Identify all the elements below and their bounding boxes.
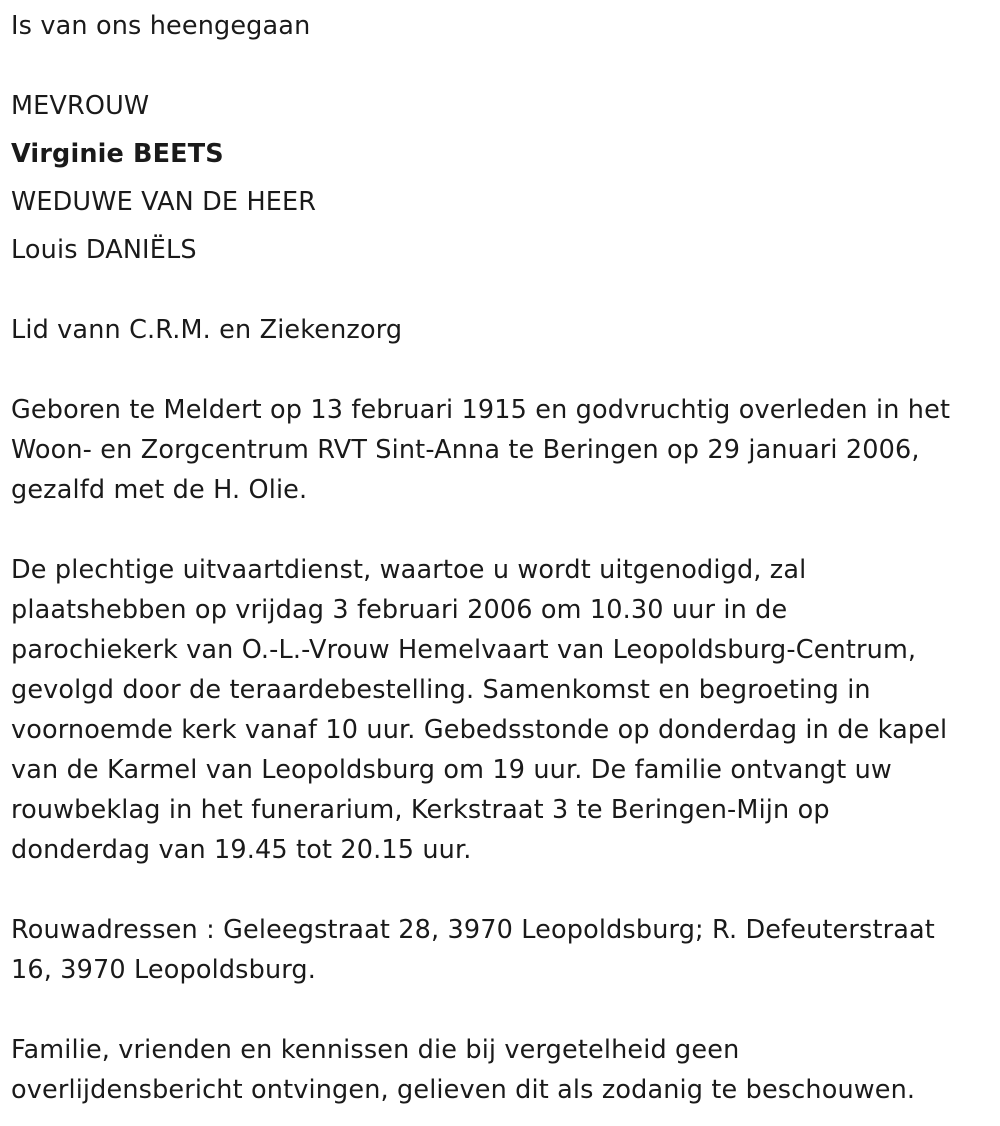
widow-of-text: WEDUWE VAN DE HEER — [11, 187, 317, 217]
paragraph-line: Geboren te Meldert op 13 februari 1915 en godvruchtig overleden in het — [11, 395, 951, 425]
paragraph-line: gevolgd door de teraardebestelling. Samenkomst en begroeting in — [11, 675, 871, 705]
membership-text: Lid vann C.R.M. en Ziekenzorg — [11, 315, 403, 345]
paragraph-line: voornoemde kerk vanaf 10 uur. Gebedsstonde op donderdag in de kapel — [11, 715, 948, 745]
addresses-paragraph — [11, 910, 986, 990]
paragraph-line: overlijdensbericht ontvingen, gelieven dit als zodanig te beschouwen. — [11, 1075, 916, 1105]
spacer — [11, 350, 986, 390]
paragraph-line: Rouwadressen : Geleegstraat 28, 3970 Leopoldsburg; R. Defeuterstraat — [11, 915, 935, 945]
paragraph-line: Familie, vrienden en kennissen die bij vergetelheid geen — [11, 1035, 740, 1065]
spacer — [11, 270, 986, 310]
obituary-notice — [11, 6, 986, 1110]
deceased-name: Virginie BEETS — [11, 139, 224, 169]
birth-death-paragraph — [11, 390, 986, 510]
paragraph-line: rouwbeklag in het funerarium, Kerkstraat 3 te Beringen-Mijn op — [11, 795, 830, 825]
paragraph-line: plaatshebben op vrijdag 3 februari 2006 om 10.30 uur in de — [11, 595, 788, 625]
closing-paragraph — [11, 1030, 986, 1110]
paragraph-line: 16, 3970 Leopoldsburg. — [11, 955, 317, 985]
spacer — [11, 990, 986, 1030]
husband-name: Louis DANIËLS — [11, 235, 197, 265]
paragraph-line: De plechtige uitvaartdienst, waartoe u wordt uitgenodigd, zal — [11, 555, 807, 585]
spacer — [11, 46, 986, 86]
paragraph-line: donderdag van 19.45 tot 20.15 uur. — [11, 835, 472, 865]
paragraph-line: parochiekerk van O.-L.-Vrouw Hemelvaart van Leopoldsburg-Centrum, — [11, 635, 917, 665]
paragraph-line: gezalfd met de H. Olie. — [11, 475, 308, 505]
deceased-name-block — [11, 82, 986, 274]
paragraph-line: van de Karmel van Leopoldsburg om 19 uur. De familie ontvangt uw — [11, 755, 892, 785]
intro-text: Is van ons heengegaan — [11, 11, 311, 41]
spacer — [11, 870, 986, 910]
title-text: MEVROUW — [11, 91, 150, 121]
paragraph-line: Woon- en Zorgcentrum RVT Sint-Anna te Beringen op 29 januari 2006, — [11, 435, 920, 465]
spacer — [11, 510, 986, 550]
funeral-paragraph — [11, 550, 986, 870]
